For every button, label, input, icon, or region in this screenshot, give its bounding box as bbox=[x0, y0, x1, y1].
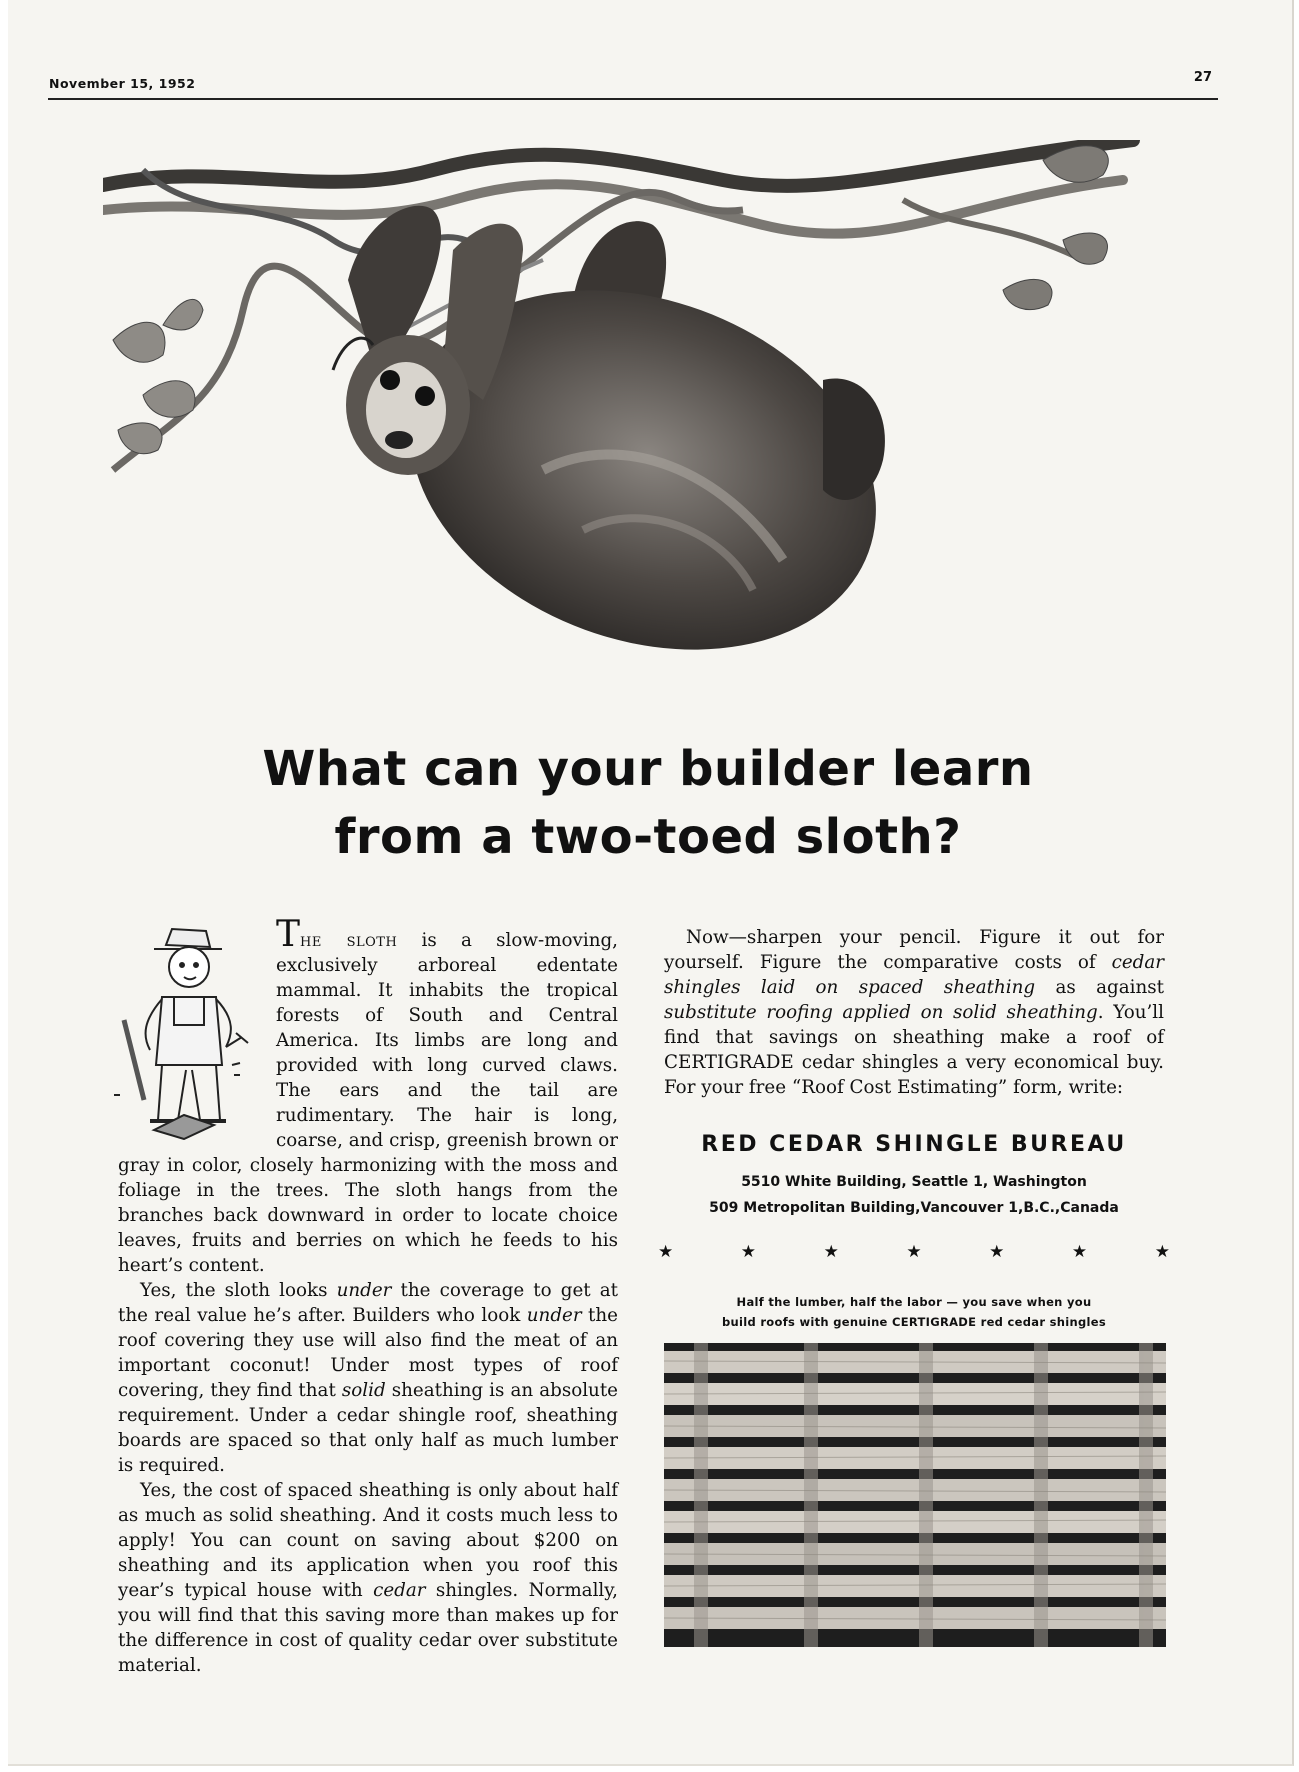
headline-line-2: from a two-toed sloth? bbox=[334, 809, 962, 865]
star-icon: ★ bbox=[1154, 1242, 1170, 1262]
star-icon: ★ bbox=[658, 1242, 674, 1262]
bureau-addresses bbox=[664, 1169, 1164, 1221]
vine bbox=[103, 140, 1133, 186]
photo-caption bbox=[664, 1292, 1164, 1332]
star-icon: ★ bbox=[906, 1242, 922, 1262]
leaves-right bbox=[1003, 146, 1108, 310]
star-icon: ★ bbox=[823, 1242, 839, 1262]
bureau-name: RED CEDAR SHINGLE BUREAU bbox=[701, 1132, 1127, 1157]
star-divider bbox=[658, 1242, 1170, 1262]
headline-line-1: What can your builder learn bbox=[262, 741, 1034, 797]
lead-in-smallcaps: he sloth bbox=[300, 930, 398, 951]
drop-cap: T bbox=[276, 914, 301, 955]
caption-line-1: Half the lumber, half the labor — you save when you bbox=[736, 1295, 1092, 1309]
star-icon: ★ bbox=[989, 1242, 1005, 1262]
paragraph-1-text: is a slow-moving, exclusively arboreal edentate mammal. It inhabits the tropical forests of South and Central America. Its limbs are long and provided with long curved claws. The ears and the tail are rudimentary. The hair is long, coarse, and crisp, greenish brown or gray in color, closely harmonizing with the moss and foliage in the trees. The sloth hangs from the branches back downward in order to locate choice leaves, fruits and berries on which he feeds to his heart’s content. bbox=[118, 930, 618, 1276]
address-seattle: 5510 White Building, Seattle 1, Washington bbox=[741, 1174, 1087, 1190]
issue-date: November 15, 1952 bbox=[49, 76, 196, 91]
builder-cartoon bbox=[114, 925, 270, 1140]
body-column-left bbox=[118, 914, 618, 1678]
star-icon: ★ bbox=[1071, 1242, 1088, 1262]
paragraph-3: Yes, the cost of spaced sheathing is only about half as much as solid sheathing. And it costs much less to apply! You can count on saving about $200 on sheathing and its application when you roof this year’s typical house with cedar shingles. Normally, you will find that this saving more than makes up for the difference in cost of quality cedar over substitute material. bbox=[118, 1480, 618, 1676]
address-vancouver: 509 Metropolitan Building,Vancouver 1,B.C.,Canada bbox=[709, 1200, 1119, 1216]
sloth-figure bbox=[333, 206, 927, 700]
page-number: 27 bbox=[1193, 70, 1212, 85]
spaced-sheathing-photo bbox=[664, 1343, 1166, 1647]
sloth-illustration bbox=[103, 140, 1163, 700]
body-column-right bbox=[664, 925, 1164, 1100]
paragraph-2: Yes, the sloth looks under the coverage to get at the real value he’s after. Builders who look under the roof covering they use will also find the meat of an important coconut! Under most types of roof covering, they find that solid sheathing is an absolute requirement. Under a cedar shingle roof, sheathing boards are spaced so that only half as much lumber is required. bbox=[118, 1280, 618, 1476]
headline bbox=[128, 735, 1168, 871]
bureau-address-block bbox=[664, 1132, 1164, 1221]
call-to-action-paragraph: Now—sharpen your pencil. Figure it out for yourself. Figure the comparative costs of cedar shingles laid on spaced sheathing as against substitute roofing applied on solid sheathing. You’ll find that savings on sheathing make a roof of CERTIGRADE cedar shingles a very economical buy. For your free “Roof Cost Estimating” form, write: bbox=[664, 927, 1164, 1098]
header-rule bbox=[48, 98, 1218, 100]
caption-line-2: build roofs with genuine CERTIGRADE red cedar shingles bbox=[722, 1315, 1106, 1329]
leaves-left bbox=[113, 299, 203, 453]
magazine-page bbox=[8, 0, 1294, 1766]
star-icon: ★ bbox=[740, 1242, 757, 1262]
